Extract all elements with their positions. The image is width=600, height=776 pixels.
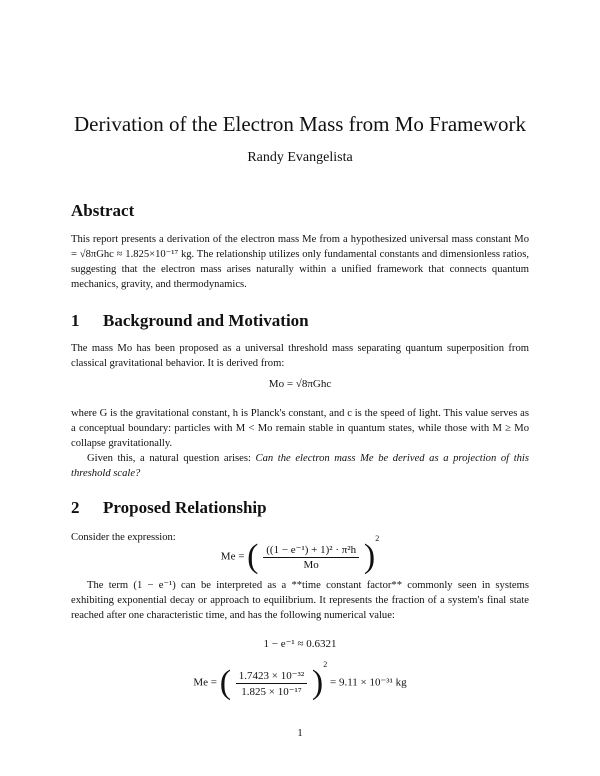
- section-number: 2: [71, 498, 80, 517]
- section-number: 1: [71, 311, 80, 330]
- author-name: Randy Evangelista: [247, 150, 353, 165]
- abstract-heading: Abstract: [71, 201, 135, 220]
- equation-fraction: [236, 669, 307, 698]
- section-2-paragraph-2: The term (1 − e⁻¹) can be interpreted as a **time constant factor** commonly seen in systems exhibiting exponential decay or approach to equilibrium. It represents the fraction of a system's final state reached after one characteristic time, and has the following numerical value:: [71, 580, 529, 621]
- left-paren-glyph: (: [219, 664, 232, 701]
- fraction-denominator: 1.825 × 10⁻¹⁷: [241, 685, 302, 698]
- equation-exponent: 2: [323, 660, 328, 669]
- equation-fraction: [263, 543, 359, 571]
- equation-value: 1 − e⁻¹ ≈ 0.6321: [263, 638, 337, 650]
- equation-final: [0, 660, 600, 701]
- paragraph-lead: Given this, a natural question arises:: [87, 453, 256, 464]
- section-2-heading: [71, 498, 267, 518]
- abstract-text: This report presents a derivation of the electron mass Me from a hypothesized universal mass constant Mo = √8πGhc ≈ 1.825×10⁻¹⁷ kg. The relationship utilizes only fundamental constants and dimensionless ratios, suggesting that the electron mass arises naturally within a unified framework that connects quantum mechanics, gravity, and thermodynamics.: [71, 234, 529, 290]
- section-1-paragraph-1: The mass Mo has been proposed as a universal threshold mass separating quantum superposition from classical gravitational behavior. It is derived from:: [71, 343, 529, 369]
- right-paren-glyph: ): [311, 664, 324, 701]
- paper-title: Derivation of the Electron Mass from Mo Framework: [74, 112, 526, 136]
- paragraph-question: Can the electron mass Me be derived as a projection of this threshold scale?: [71, 453, 529, 479]
- equation-lhs: Me =: [193, 676, 217, 689]
- fraction-denominator: Mo: [303, 559, 319, 571]
- section-title: Proposed Relationship: [103, 498, 267, 517]
- left-paren-glyph: (: [247, 538, 259, 575]
- fraction-numerator: ((1 − e⁻¹) + 1)² · π²h: [263, 543, 359, 558]
- equation-rhs: = 9.11 × 10⁻³¹ kg: [329, 676, 407, 689]
- fraction-numerator: 1.7423 × 10⁻³²: [236, 669, 307, 684]
- section-1-paragraph-3: [71, 451, 529, 481]
- right-paren-glyph: ): [363, 538, 376, 575]
- section-1-heading: [71, 311, 309, 331]
- equation-mo: Mo = √8πGhc: [268, 378, 332, 390]
- page-number: 1: [297, 727, 303, 739]
- section-1-paragraph-2: where G is the gravitational constant, h is Planck's constant, and c is the speed of light. This value serves as a conceptual boundary: particles with M < Mo remain stable in quantum states, while those with M ≥ Mo collapse gravitationally.: [71, 408, 529, 449]
- section-title: Background and Motivation: [103, 311, 309, 330]
- equation-exponent: 2: [375, 534, 380, 543]
- equation-lhs: Me =: [220, 550, 245, 563]
- section-2-paragraph-1: Consider the expression:: [71, 532, 176, 543]
